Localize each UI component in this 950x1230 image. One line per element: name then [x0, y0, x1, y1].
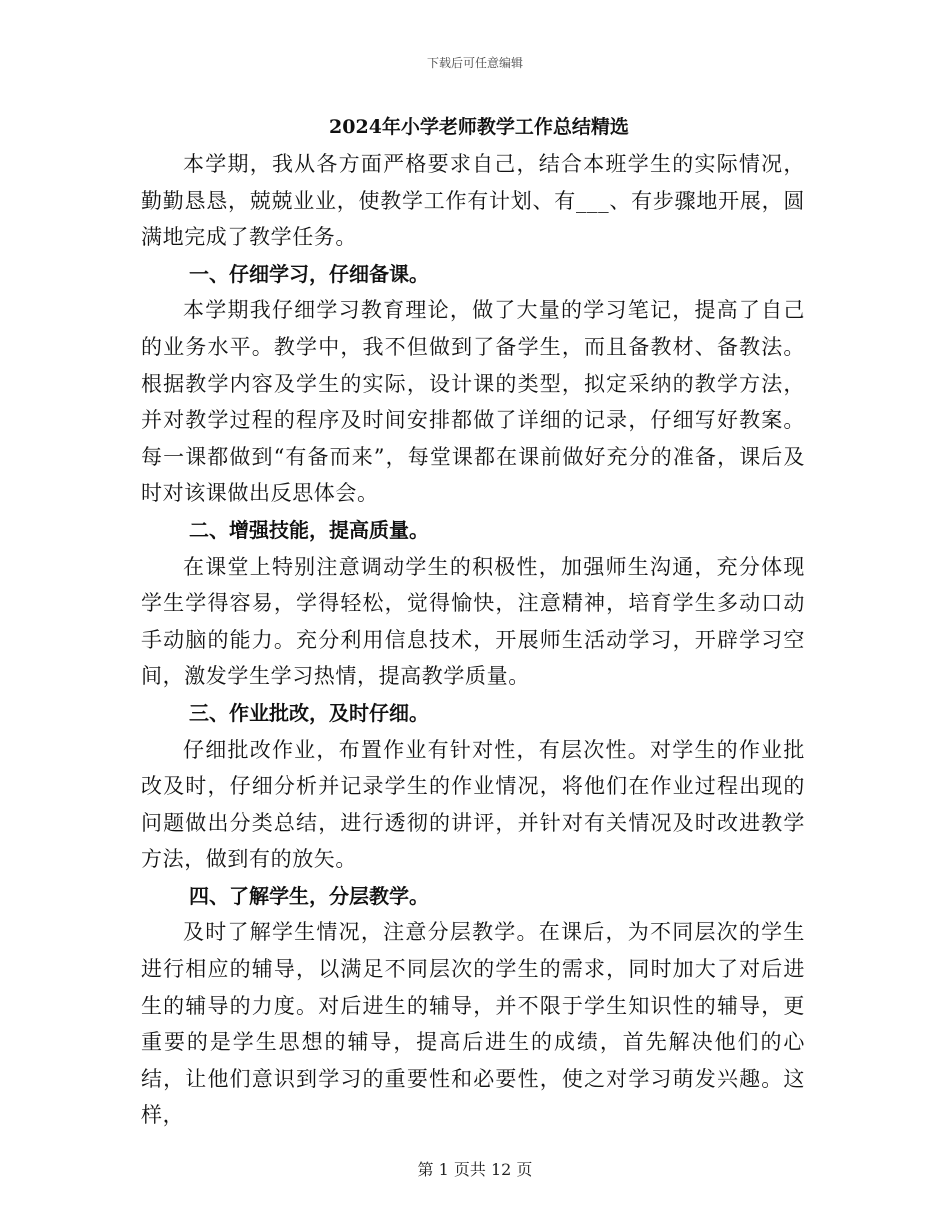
- document-body: [141, 108, 805, 1134]
- section-body-3: 仔细批改作业，布置作业有针对性，有层次性。对学生的作业批改及时，仔细分析并记录学生的作业情况，将他们在作业过程出现的问题做出分类总结，进行透彻的讲评，并针对有关情况及时改进教学方法，做到有的放矢。: [141, 737, 805, 872]
- section-heading-1: 一、仔细学习，仔细备课。: [189, 261, 429, 286]
- intro-paragraph: 本学期，我从各方面严格要求自己，结合本班学生的实际情况，勤勤恳恳，兢兢业业，使教学工作有计划、有___、有步骤地开展，圆满地完成了教学任务。: [141, 152, 805, 250]
- page-number: 第 1 页共 12 页: [417, 1160, 533, 1179]
- section-body-1: 本学期我仔细学习教育理论，做了大量的学习笔记，提高了自己的业务水平。教学中，我不但做到了备学生，而且备教材、备教法。根据教学内容及学生的实际，设计课的类型，拟定采纳的教学方法，并对教学过程的程序及时间安排都做了详细的记录，仔细写好教案。每一课都做到“有备而来”，每堂课都在课前做好充分的准备，课后及时对该课做出反思体会。: [141, 298, 805, 506]
- document-title: 2024年小学老师教学工作总结精选: [329, 116, 629, 138]
- section-heading-3: 三、作业批改，及时仔细。: [189, 700, 429, 725]
- section-heading-4: 四、了解学生，分层教学。: [189, 883, 429, 908]
- header-note: 下载后可任意编辑: [426, 56, 523, 70]
- section-body-2: 在课堂上特别注意调动学生的积极性，加强师生沟通，充分体现学生学得容易，学得轻松，觉得愉快，注意精神，培育学生多动口动手动脑的能力。充分利用信息技术，开展师生活动学习，开辟学习空间，激发学生学习热情，提高教学质量。: [141, 554, 805, 689]
- section-body-4: 及时了解学生情况，注意分层教学。在课后，为不同层次的学生进行相应的辅导，以满足不同层次的学生的需求，同时加大了对后进生的辅导的力度。对后进生的辅导，并不限于学生知识性的辅导，更重要的是学生思想的辅导，提高后进生的成绩，首先解决他们的心结，让他们意识到学习的重要性和必要性，使之对学习萌发兴趣。这样，: [141, 920, 805, 1128]
- section-heading-2: 二、增强技能，提高质量。: [189, 517, 429, 542]
